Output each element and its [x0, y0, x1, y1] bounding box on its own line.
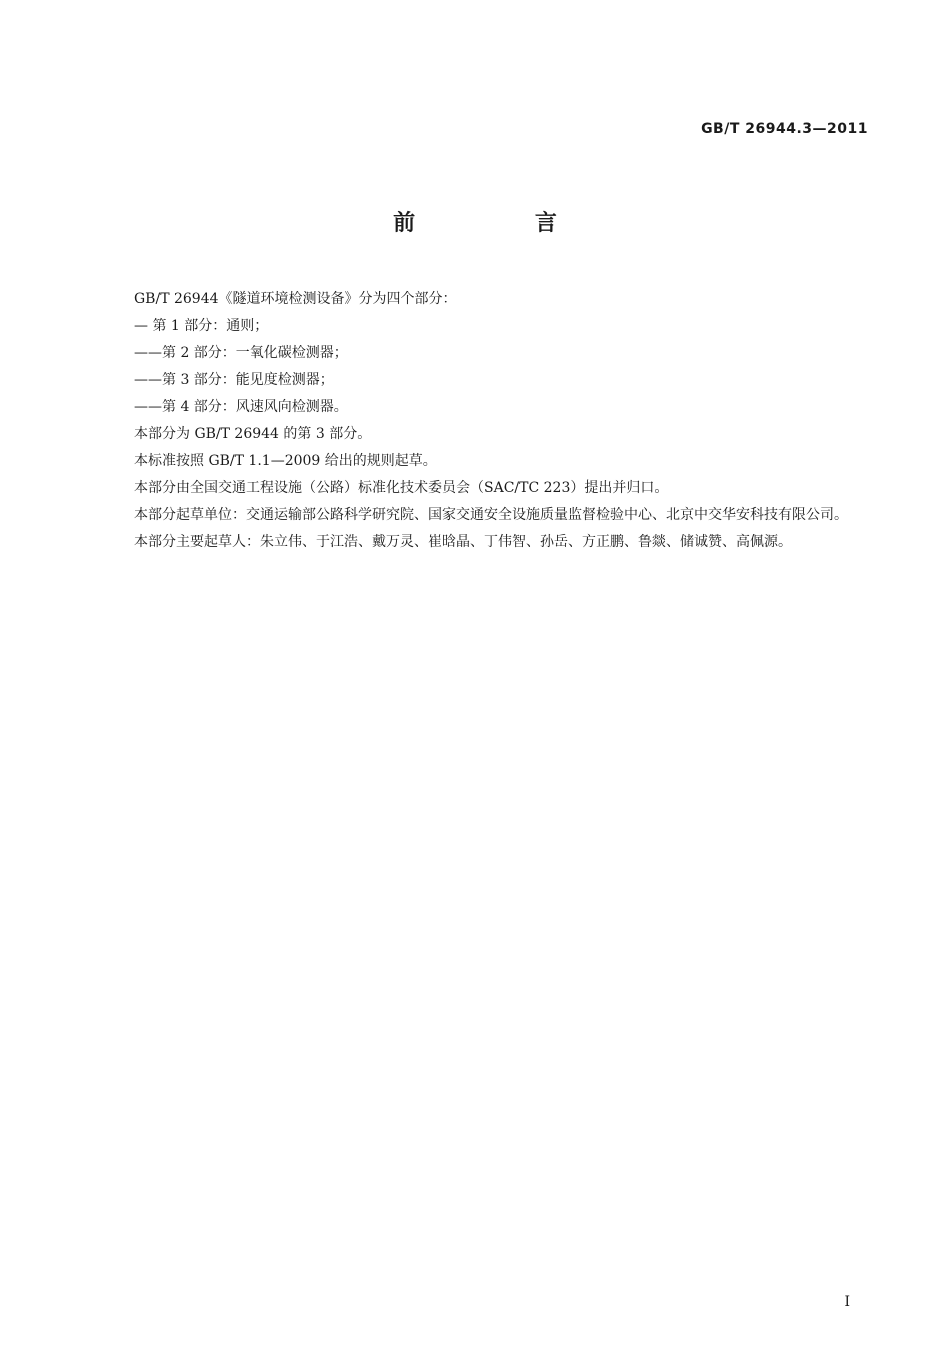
part-item-4: ——第 4 部分：风速风向检测器。	[134, 399, 348, 415]
foreword-body	[91, 286, 869, 556]
statement-drafting-units: 本部分起草单位：交通运输部公路科学研究院、国家交通安全设施质量监督检验中心、北京中交华安科技有限公司。	[134, 507, 848, 523]
part-item-1: — 第 1 部分：通则；	[134, 318, 269, 334]
page-number: I	[844, 1294, 850, 1310]
statement-proposer: 本部分由全国交通工程设施（公路）标准化技术委员会（SAC/TC 223）提出并归口。	[134, 480, 669, 496]
part-item-2: ——第 2 部分：一氧化碳检测器；	[134, 345, 348, 361]
standard-code: GB/T 26944.3—2011	[701, 121, 868, 137]
intro-line: GB/T 26944《隧道环境检测设备》分为四个部分：	[134, 291, 457, 307]
part-item-3: ——第 3 部分：能见度检测器；	[134, 372, 334, 388]
page-title: 前 言	[393, 211, 613, 236]
statement-drafters: 本部分主要起草人：朱立伟、于江浩、戴万灵、崔晗晶、丁伟智、孙岳、方正鹏、鲁燚、储诚赞、高佩源。	[134, 534, 792, 550]
statement-part-number: 本部分为 GB/T 26944 的第 3 部分。	[134, 426, 372, 442]
statement-drafting-rules: 本标准按照 GB/T 1.1—2009 给出的规则起草。	[134, 453, 437, 469]
